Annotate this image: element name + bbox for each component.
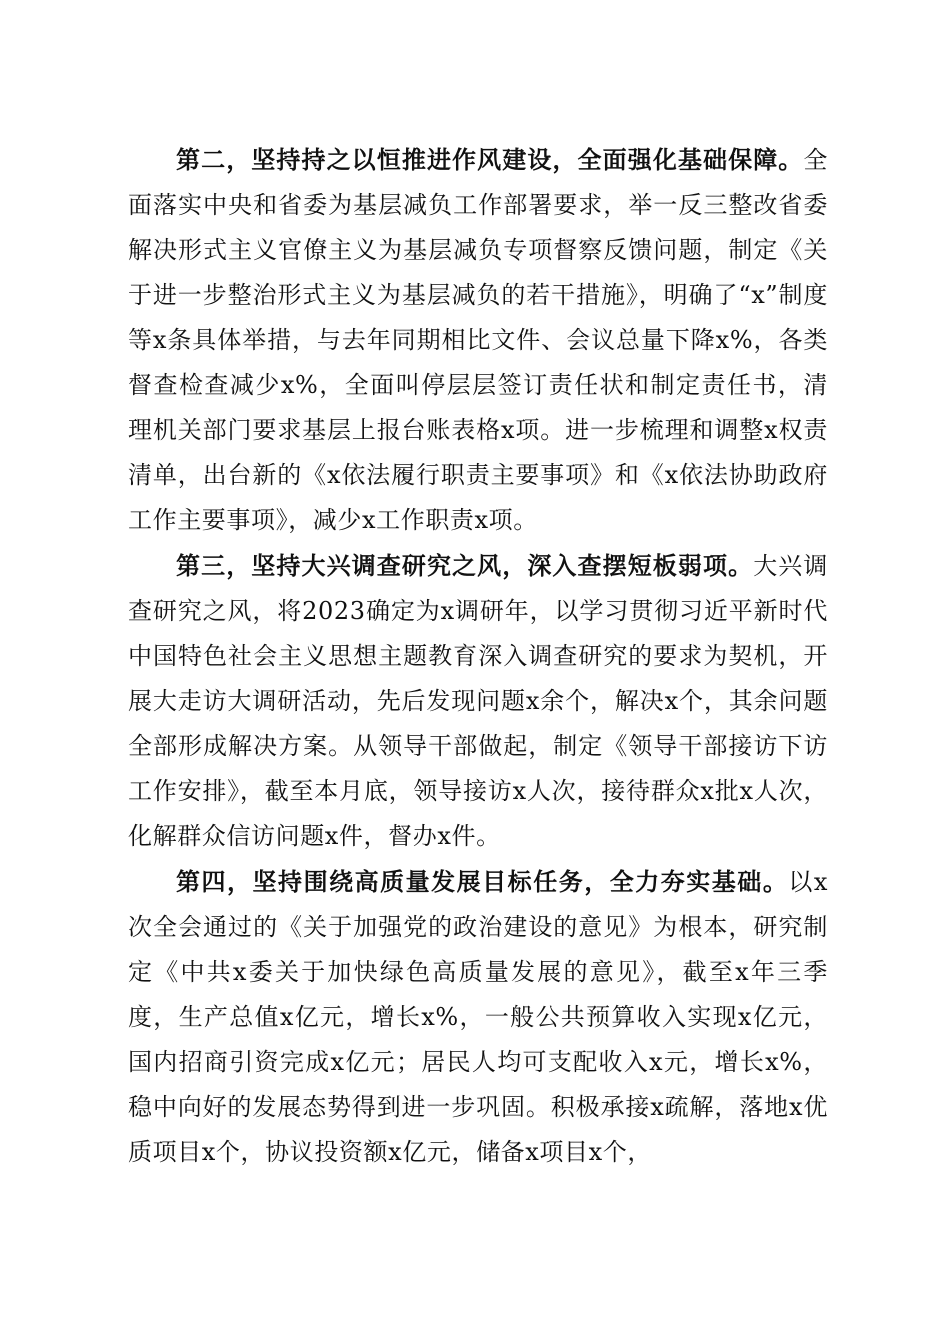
paragraph-text: 以x次全会通过的《关于加强党的政治建设的意见》为根本，研究制定《中共x委关于加快绿色高质量发展的意见》，截至x年三季度，生产总值x亿元，增长x%，一般公共预算收入实现x亿元，国内招商引资完成x亿元；居民人均可支配收入x元，增长x%，稳中向好的发展态势得到进一步巩固。积极承接x疏解，落地x优质项目x个，协议投资额x亿元，储备x项目x个， [128, 868, 828, 1166]
paragraph-heading: 第二，坚持持之以恒推进作风建设，全面强化基础保障。 [176, 145, 804, 174]
paragraph-3 [128, 543, 828, 859]
paragraph-heading: 第三，坚持大兴调查研究之风，深入查摆短板弱项。 [176, 551, 754, 580]
paragraph-text: 全面落实中央和省委为基层减负工作部署要求，举一反三整改省委解决形式主义官僚主义为基层减负专项督察反馈问题，制定《关于进一步整治形式主义为基层减负的若干措施》，明确了“x”制度等x条具体举措，与去年同期相比文件、会议总量下降x%，各类督查检查减少x%，全面叫停层层签订责任状和制定责任书，清理机关部门要求基层上报台账表格x项。进一步梳理和调整x权责清单，出台新的《x依法履行职责主要事项》和《x依法协助政府工作主要事项》，减少x工作职责x项。 [128, 146, 828, 534]
paragraph-2 [128, 137, 828, 543]
paragraph-4 [128, 859, 828, 1175]
document-body [128, 137, 828, 1175]
paragraph-text: 大兴调查研究之风，将2023确定为x调研年，以学习贯彻习近平新时代中国特色社会主义思想主题教育深入调查研究的要求为契机，开展大走访大调研活动，先后发现问题x余个，解决x个，其余问题全部形成解决方案。从领导干部做起，制定《领导干部接访下访工作安排》，截至本月底，领导接访x人次，接待群众x批x人次，化解群众信访问题x件，督办x件。 [128, 552, 828, 850]
paragraph-heading: 第四，坚持围绕高质量发展目标任务，全力夯实基础。 [176, 867, 789, 896]
